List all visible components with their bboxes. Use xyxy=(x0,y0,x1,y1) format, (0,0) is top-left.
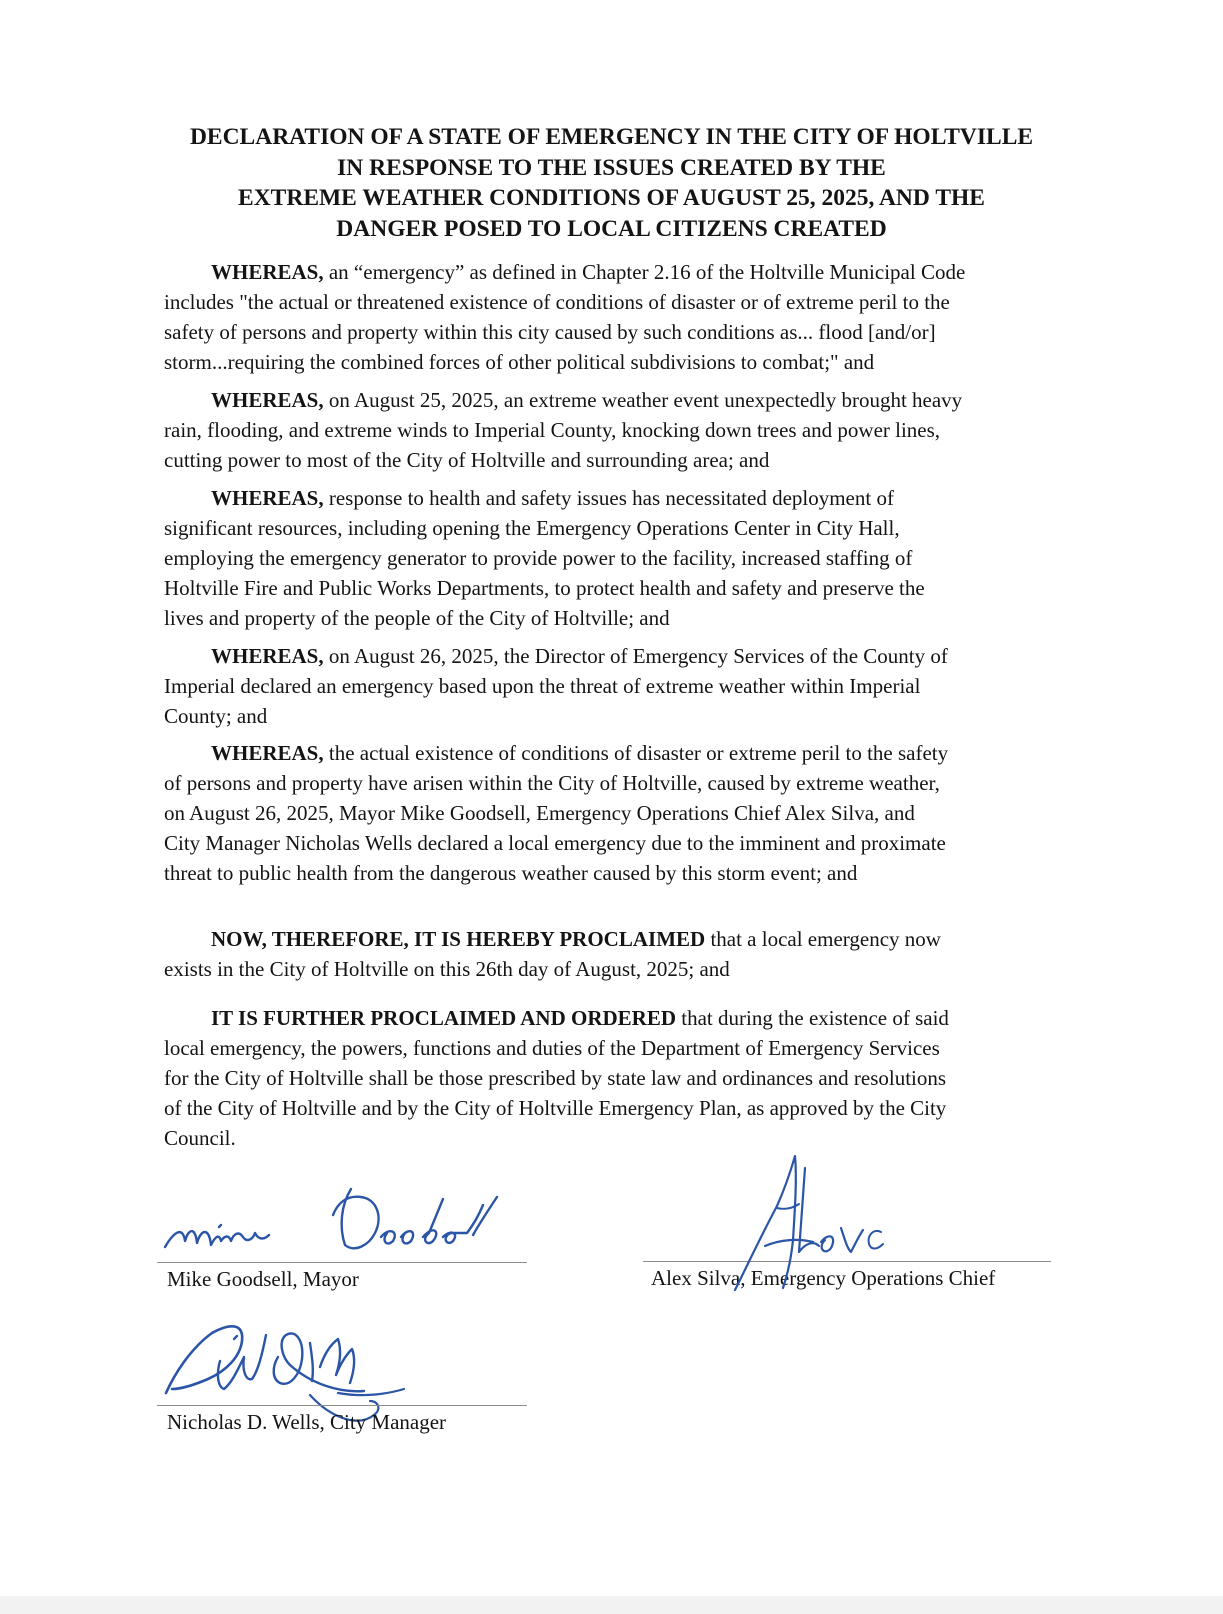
order-paragraph xyxy=(164,1003,1094,1153)
paragraph-line: on August 25, 2025, an extreme weather event unexpectedly brought heavy xyxy=(323,388,963,412)
paragraph-line: City Manager Nicholas Wells declared a local emergency due to the imminent and proximate xyxy=(164,831,946,855)
whereas-paragraph-1 xyxy=(164,257,1094,377)
declaration-title xyxy=(100,122,1123,244)
paragraph-lead: NOW, THEREFORE, IT IS HEREBY PROCLAIMED xyxy=(211,927,706,951)
paragraph-line: on August 26, 2025, the Director of Emergency Services of the County of xyxy=(323,644,948,668)
paragraph-line: threat to public health from the dangerous weather caused by this storm event; and xyxy=(164,861,858,885)
proclamation-paragraph xyxy=(164,924,1094,984)
paragraph-lead: IT IS FURTHER PROCLAIMED AND ORDERED xyxy=(211,1006,677,1030)
whereas-paragraph-3 xyxy=(164,483,1094,633)
paragraph-line: of persons and property have arisen within the City of Holtville, caused by extreme weather, xyxy=(164,771,940,795)
paragraph-line: safety of persons and property within this city caused by such conditions as... flood [and/or] xyxy=(164,320,936,344)
paragraph-line: includes "the actual or threatened existence of conditions of disaster or of extreme peril to the xyxy=(164,290,950,314)
paragraph-line: employing the emergency generator to provide power to the facility, increased staffing of xyxy=(164,546,913,570)
paragraph-line: local emergency, the powers, functions and duties of the Department of Emergency Services xyxy=(164,1036,940,1060)
paragraph-lead: WHEREAS, xyxy=(211,644,324,668)
paragraph-line: the actual existence of conditions of disaster or extreme peril to the safety xyxy=(323,741,949,765)
title-line: DECLARATION OF A STATE OF EMERGENCY IN THE CITY OF HOLTVILLE xyxy=(189,124,1034,150)
paragraph-line: storm...requiring the combined forces of other political subdivisions to combat;" and xyxy=(164,350,875,374)
paragraph-line: significant resources, including opening the Emergency Operations Center in City Hall, xyxy=(164,516,900,540)
whereas-paragraph-4 xyxy=(164,641,1094,731)
mayor-signature xyxy=(155,1175,525,1265)
scan-bottom-edge xyxy=(0,1596,1223,1614)
whereas-paragraph-2 xyxy=(164,385,1094,475)
mayor-signature-line xyxy=(157,1262,527,1263)
manager-signature-line xyxy=(157,1405,527,1406)
paragraph-line: that during the existence of said xyxy=(676,1006,949,1030)
paragraph-line: response to health and safety issues has necessitated deployment of xyxy=(323,486,894,510)
paragraph-line: of the City of Holtville and by the City of Holtville Emergency Plan, as approved by the City xyxy=(164,1096,947,1120)
paragraph-line: Holtville Fire and Public Works Departments, to protect health and safety and preserve the xyxy=(164,576,925,600)
whereas-paragraph-5 xyxy=(164,738,1094,888)
paragraph-line: an “emergency” as defined in Chapter 2.16 of the Holtville Municipal Code xyxy=(323,260,966,284)
paragraph-line: Imperial declared an emergency based upon the threat of extreme weather within Imperial xyxy=(164,674,921,698)
paragraph-line: County; and xyxy=(164,704,268,728)
paragraph-lead: WHEREAS, xyxy=(211,260,324,284)
paragraph-line: on August 26, 2025, Mayor Mike Goodsell, Emergency Operations Chief Alex Silva, and xyxy=(164,801,915,825)
title-line: IN RESPONSE TO THE ISSUES CREATED BY THE xyxy=(337,154,886,181)
title-line: DANGER POSED TO LOCAL CITIZENS CREATED xyxy=(336,215,887,242)
paragraph-line: lives and property of the people of the City of Holtville; and xyxy=(164,606,670,630)
paragraph-line: exists in the City of Holtville on this 26th day of August, 2025; and xyxy=(164,957,730,981)
chief-signature xyxy=(725,1148,895,1298)
paragraph-lead: WHEREAS, xyxy=(211,486,324,510)
paragraph-line: Council. xyxy=(164,1126,236,1150)
mayor-signature-label: Mike Goodsell, Mayor xyxy=(167,1267,359,1291)
title-line: EXTREME WEATHER CONDITIONS OF AUGUST 25, 2025, AND THE xyxy=(238,185,985,211)
paragraph-line: rain, flooding, and extreme winds to Imperial County, knocking down trees and power lines, xyxy=(164,418,941,442)
paragraph-lead: WHEREAS, xyxy=(211,741,324,765)
manager-signature-label: Nicholas D. Wells, City Manager xyxy=(167,1410,447,1434)
paragraph-line: cutting power to most of the City of Holtville and surrounding area; and xyxy=(164,448,770,472)
paragraph-lead: WHEREAS, xyxy=(211,388,324,412)
paragraph-line: for the City of Holtville shall be those prescribed by state law and ordinances and resolutions xyxy=(164,1066,947,1090)
chief-signature-label: Alex Silva, Emergency Operations Chief xyxy=(651,1266,996,1290)
paragraph-line: that a local emergency now xyxy=(705,927,941,951)
